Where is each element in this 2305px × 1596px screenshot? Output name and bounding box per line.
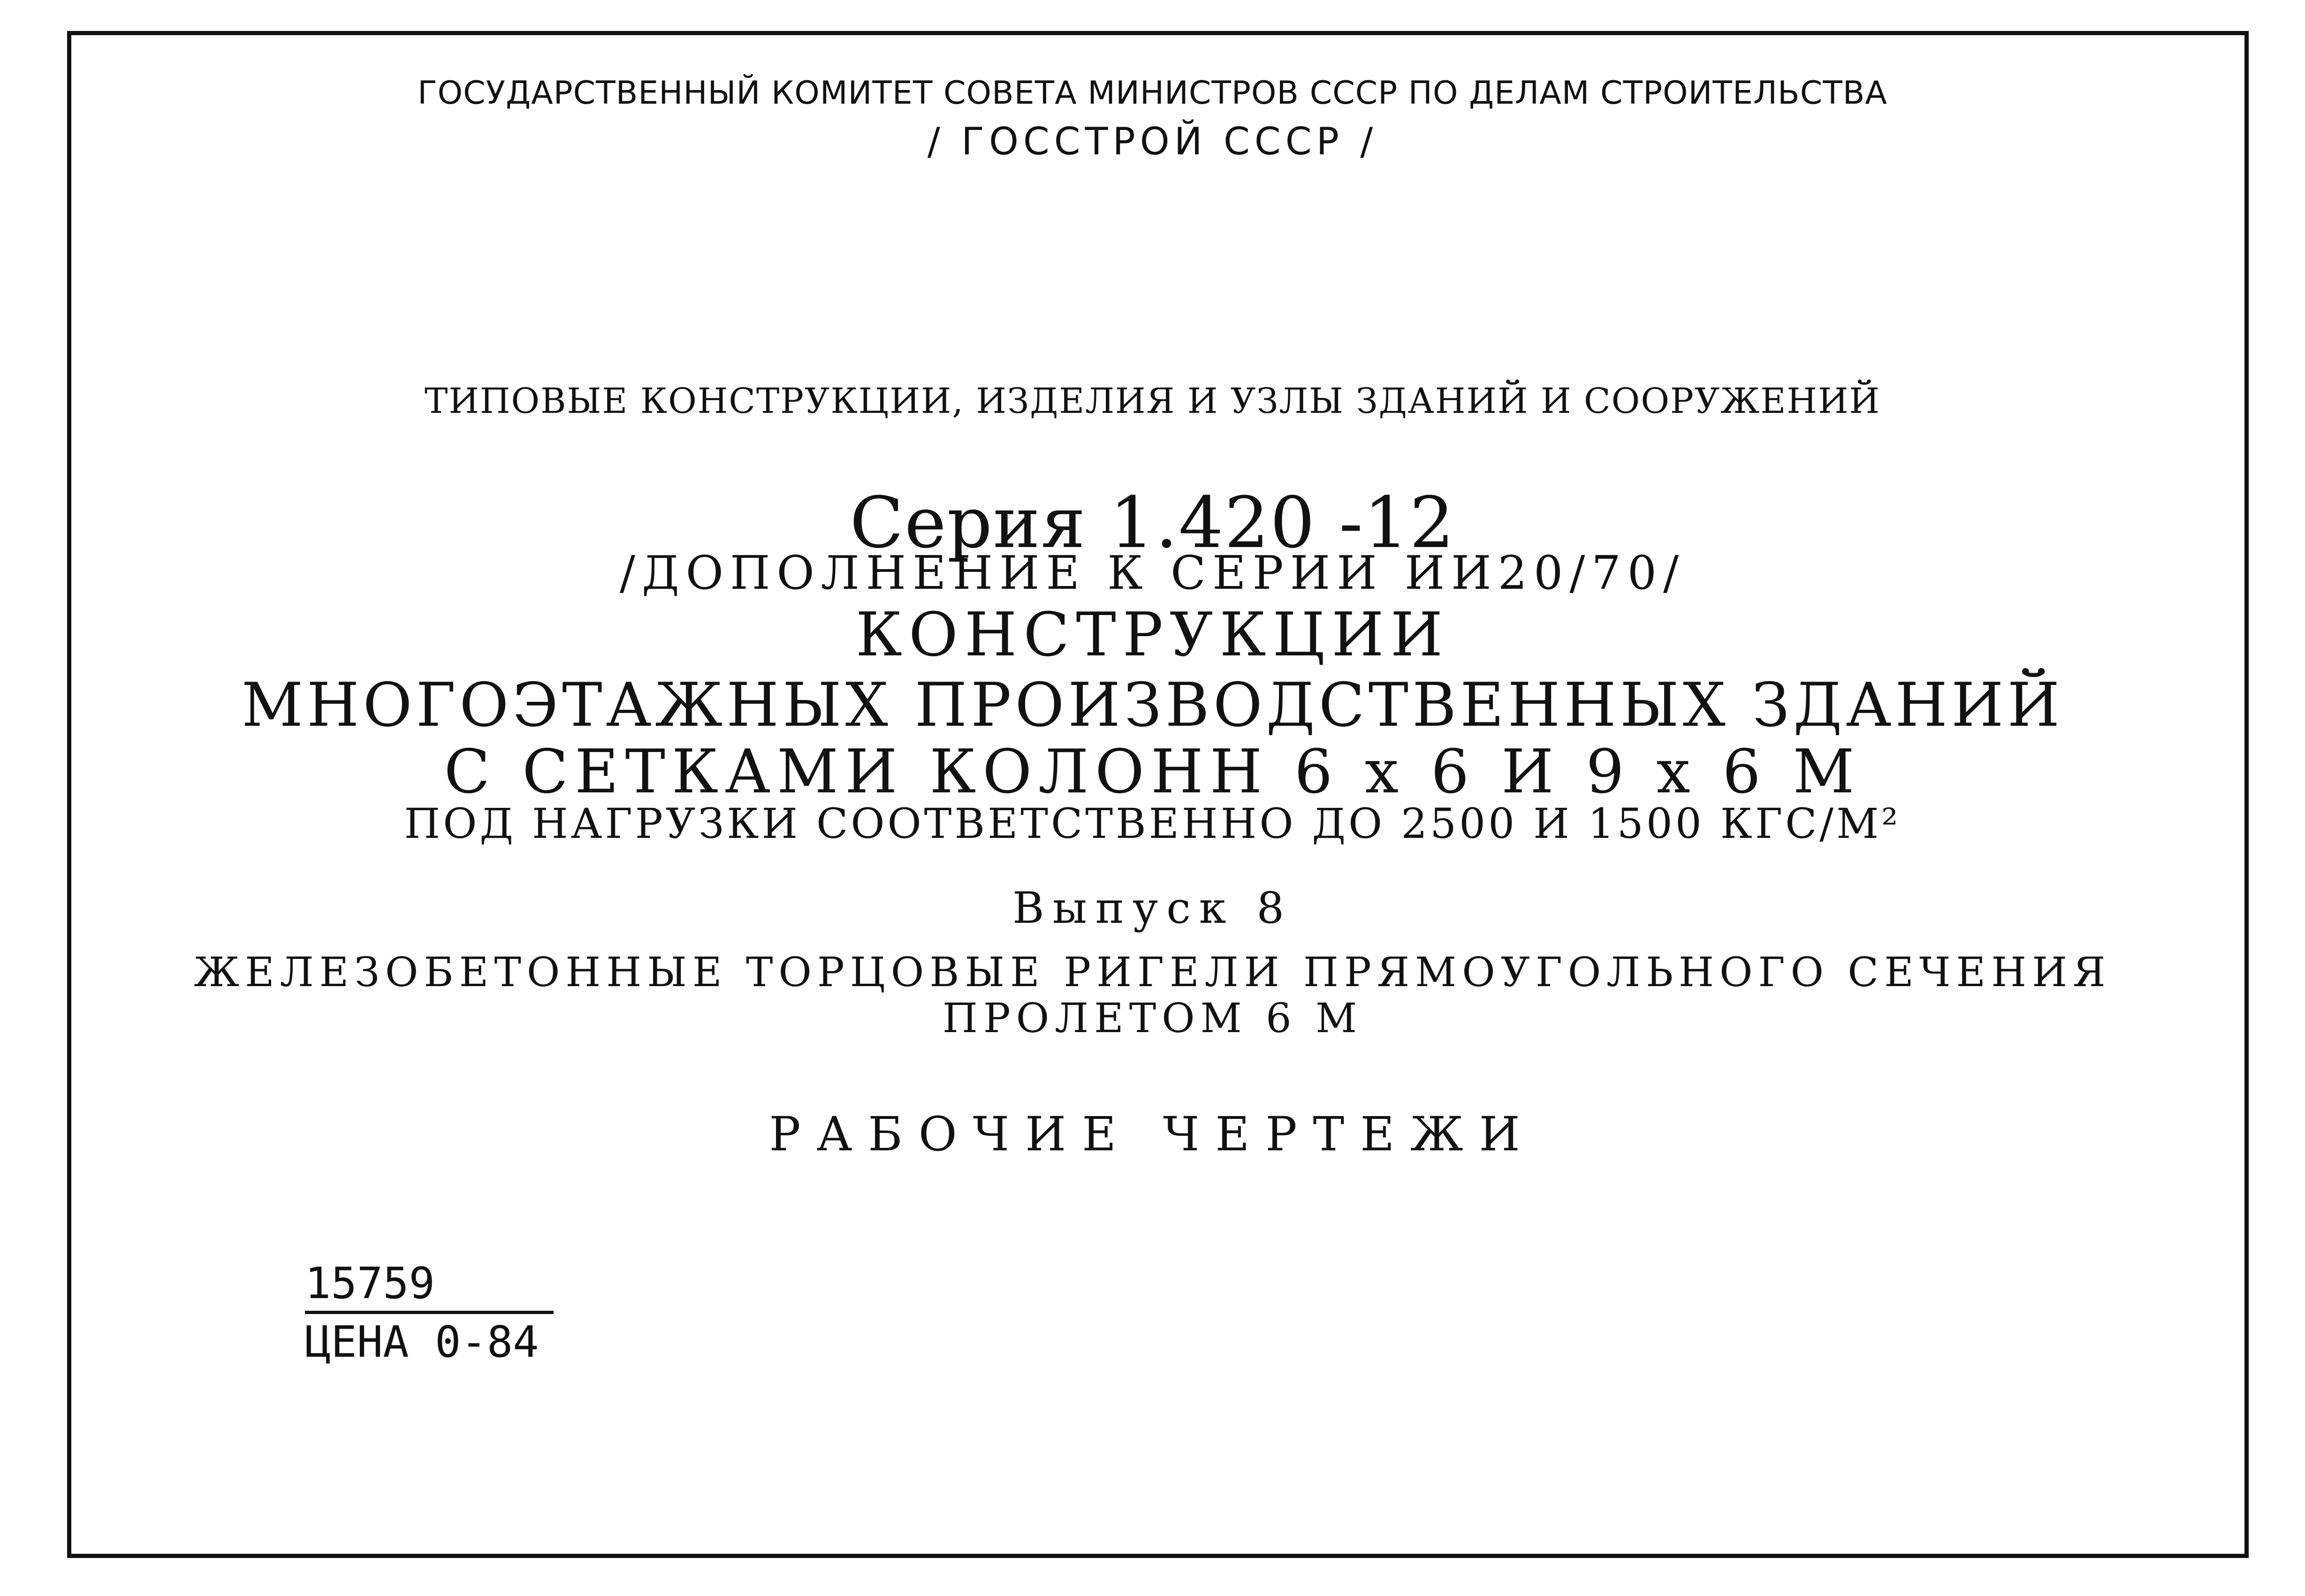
main-title-line-1: КОНСТРУКЦИИ	[855, 600, 1450, 670]
series-supplement: /ДОПОЛНЕНИЕ К СЕРИИ ИИ20/70/	[619, 547, 1686, 600]
document-category: ТИПОВЫЕ КОНСТРУКЦИИ, ИЗДЕЛИЯ И УЗЛЫ ЗДАНИЙ И СООРУЖЕНИЙ	[424, 381, 1881, 421]
organization-name: ГОСУДАРСТВЕННЫЙ КОМИТЕТ СОВЕТА МИНИСТРОВ СССР ПО ДЕЛАМ СТРОИТЕЛЬСТВА	[418, 75, 1887, 112]
catalog-number: 15759	[305, 1262, 554, 1314]
main-title-line-3: С СЕТКАМИ КОЛОНН 6 х 6 И 9 х 6 М	[444, 737, 1861, 807]
issue-description-line-1: ЖЕЛЕЗОБЕТОННЫЕ ТОРЦОВЫЕ РИГЕЛИ ПРЯМОУГОЛЬНОГО СЕЧЕНИЯ	[194, 949, 2111, 996]
catalog-stamp	[305, 1258, 558, 1367]
load-specification: ПОД НАГРУЗКИ СООТВЕТСТВЕННО ДО 2500 И 1500 КГС/М²	[404, 799, 1901, 848]
price-label: ЦЕНА 0-84	[305, 1317, 539, 1367]
organization-short-name: / ГОССТРОЙ СССР /	[927, 120, 1378, 163]
issue-number: Выпуск 8	[1012, 883, 1293, 933]
working-drawings-label: РАБОЧИЕ ЧЕРТЕЖИ	[769, 1107, 1536, 1162]
main-title-line-2: МНОГОЭТАЖНЫХ ПРОИЗВОДСТВЕННЫХ ЗДАНИЙ	[241, 670, 2064, 740]
issue-description-line-2: ПРОЛЕТОМ 6 М	[942, 995, 1363, 1042]
series-title: Серия 1.420 -12	[850, 482, 1455, 564]
